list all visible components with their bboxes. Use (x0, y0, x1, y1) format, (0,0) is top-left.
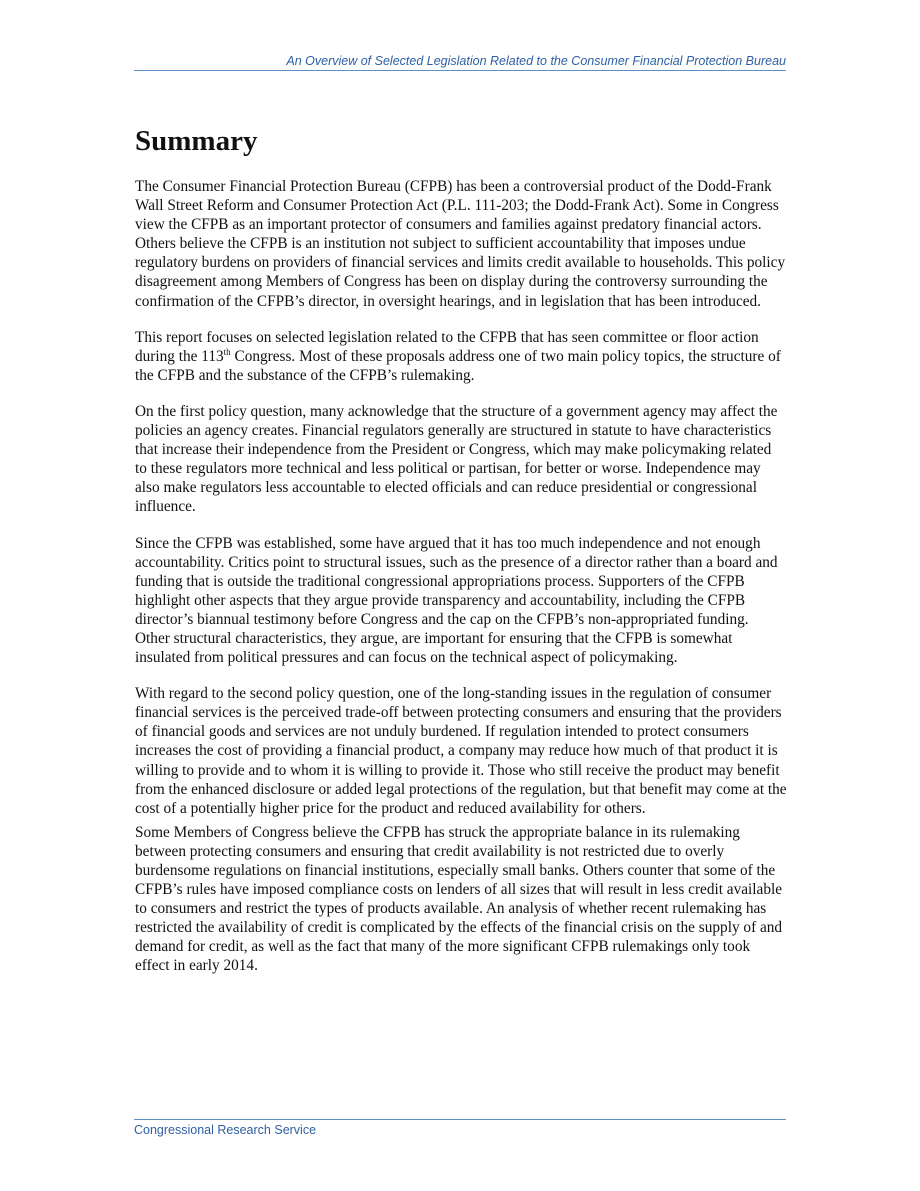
running-header-title: An Overview of Selected Legislation Related to the Consumer Financial Protection Bureau (286, 54, 786, 68)
page-title: Summary (135, 125, 258, 157)
paragraph-1: The Consumer Financial Protection Bureau (CFPB) has been a controversial product of the Dodd-Frank Wall Street Reform and Consumer Protection Act (P.L. 111-203; the Dodd-Frank Act). Some in Congress view the CFPB as an important protector of consumers and families against predatory financial actors. Others believe the CFPB is an institution not subject to sufficient accountability that imposes undue regulatory burdens on providers of financial services and limits credit available to households. This policy disagreement among Members of Congress has been on display during the controversy surrounding the confirmation of the CFPB’s director, in oversight hearings, and in legislation that has been introduced. (135, 178, 786, 310)
paragraph-6: Some Members of Congress believe the CFPB has struck the appropriate balance in its rulemaking between protecting consumers and ensuring that credit availability is not restricted due to overly burdensome regulations on financial institutions, especially small banks. Others counter that some of the CFPB’s rules have imposed compliance costs on lenders of all sizes that will result in less credit available to consumers and restrict the types of products available. An analysis of whether recent rulemaking has restricted the availability of credit is complicated by the effects of the financial crisis on the supply of and demand for credit, as well as the fact that many of the more significant CFPB rulemakings only took effect in early 2014. (135, 823, 783, 975)
paragraph-2-start: This report focuses on selected legislation related to the CFPB that has seen committee or floor action during the 113 (135, 328, 759, 365)
paragraph-2 (135, 328, 787, 385)
paragraph-4: Since the CFPB was established, some have argued that it has too much independence and not enough accountability. Critics point to structural issues, such as the presence of a director rather than a board and funding that is outside the traditional congressional appropriations process. Supporters of the CFPB highlight other aspects that they argue provide transparency and accountability, including the CFPB director’s biannual testimony before Congress and the cap on the CFPB’s non-appropriated funding. Other structural characteristics, they argue, are important for ensuring that the CFPB is somewhat insulated from political pressures and can focus on the technical aspect of policymaking. (135, 534, 778, 667)
summary-body (135, 177, 787, 976)
paragraph-5: With regard to the second policy question, one of the long-standing issues in the regulation of consumer financial services is the perceived trade-off between protecting consumers and ensuring that the providers of financial goods and services are not unduly burdened. If regulation intended to protect consumers increases the cost of providing a financial product, a company may reduce how much of that product it is willing to provide and to whom it is willing to provide it. Those who still receive the product may benefit from the enhanced disclosure or added legal protections of the regulation, but that benefit may come at the cost of a potentially higher price for the product and reduced availability for others. (135, 685, 787, 817)
running-header (134, 54, 786, 71)
paragraph-2-end: Congress. Most of these proposals address one of two main policy topics, the structure of the CFPB and the substance of the CFPB’s rulemaking. (135, 347, 781, 384)
ordinal-suffix: th (223, 346, 231, 357)
footer-source: Congressional Research Service (134, 1123, 317, 1137)
page-footer (134, 1119, 786, 1138)
paragraph-3: On the first policy question, many acknowledge that the structure of a government agency may affect the policies an agency creates. Financial regulators generally are structured in statute to have characteristics that increase their independence from the President or Congress, which may make policymaking related to these regulators more technical and less political or partisan, for better or worse. Independence may also make regulators less accountable to elected officials and can reduce presidential or congressional influence. (135, 402, 778, 516)
